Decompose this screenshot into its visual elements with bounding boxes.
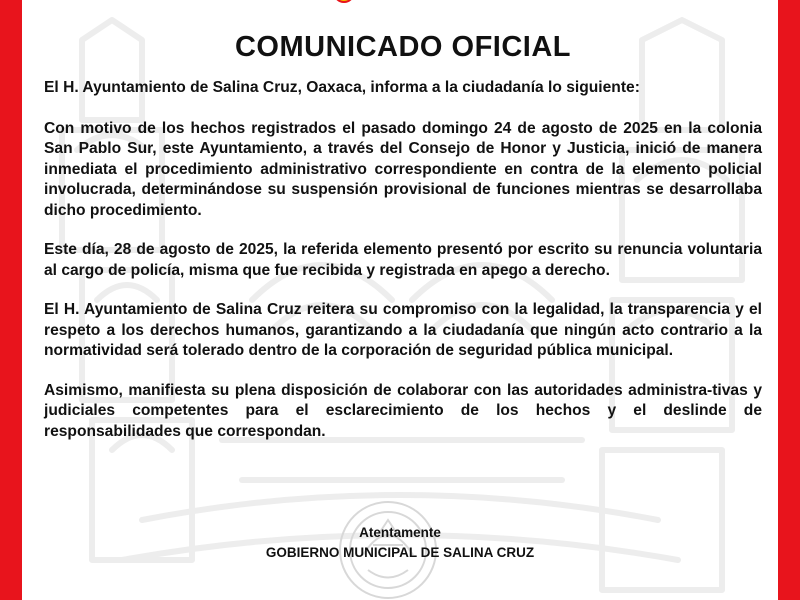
body-paragraph: Con motivo de los hechos registrados el pasado domingo 24 de agosto de 2025 en la colonia San Pablo Sur, este Ayuntamiento, a través del Consejo de Honor y Justicia, inició de manera inmediata el procedimiento administrativo correspondiente en contra de la elemento policial involucrada, determinándose su suspensión provisional de funciones mientras se desarrollaba dicho procedimiento. <box>44 119 762 219</box>
signature-block <box>22 523 778 563</box>
right-red-border <box>778 0 800 600</box>
municipal-logo-icon <box>330 0 470 6</box>
communique-content <box>44 30 762 461</box>
closing-text: Atentamente <box>359 525 441 540</box>
left-red-border <box>0 0 22 600</box>
body-paragraph: Asimismo, manifiesta su plena disposición de colaborar con las autoridades administra-tivas y judiciales competentes para el esclarecimiento de los hechos y el deslinde de responsabilidades que correspondan. <box>44 381 762 440</box>
page-title: COMUNICADO OFICIAL <box>234 31 572 63</box>
body-paragraph: El H. Ayuntamiento de Salina Cruz reitera su compromiso con la legalidad, la transparencia y el respeto a los derechos humanos, garantizando a la ciudadanía que ningún acto contrario a la normatividad será tolerado dentro de la corporación de seguridad pública municipal. <box>44 301 762 359</box>
intro-paragraph: El H. Ayuntamiento de Salina Cruz, Oaxaca, informa a la ciudadanía lo siguiente: <box>44 79 640 96</box>
body-paragraph: Este día, 28 de agosto de 2025, la referida elemento presentó por escrito su renuncia voluntaria al cargo de policía, misma que fue recibida y registrada en apego a derecho. <box>44 241 762 279</box>
signatory-name: GOBIERNO MUNICIPAL DE SALINA CRUZ <box>265 545 535 560</box>
